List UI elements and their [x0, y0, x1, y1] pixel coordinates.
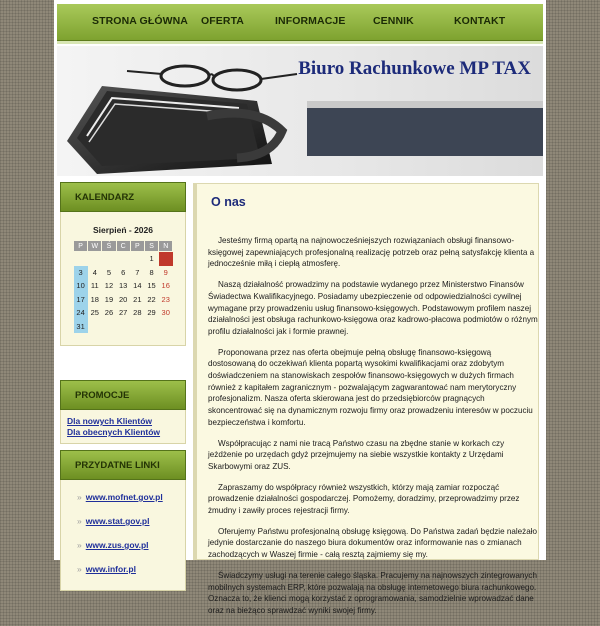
paragraph: Jesteśmy firmą opartą na najnowocześniejszych rozwiązaniach obsługi finansowo-księgowej zapewniających profesjonalną realizację potrzeb oraz pełną satysfakcję klienta a jednocześnie miłą i ciepłą atmosferę.: [208, 236, 535, 269]
calendar-day[interactable]: 10: [74, 279, 88, 293]
top-navigation: [57, 4, 543, 41]
banner-stripe: [307, 101, 543, 108]
calendar-day[interactable]: 15: [147, 281, 156, 291]
link-stat[interactable]: [77, 516, 150, 526]
calendar-day[interactable]: 29: [147, 308, 156, 318]
calendar-day-header: N: [159, 241, 173, 252]
calendar-day[interactable]: 25: [90, 308, 99, 318]
calendar-empty-cell: [116, 252, 130, 266]
calendar-day[interactable]: 22: [147, 294, 156, 304]
banner-dark-band: [307, 108, 543, 156]
main-content: [193, 183, 539, 615]
link-mofnet[interactable]: [77, 492, 163, 502]
calendar-day[interactable]: 19: [104, 294, 114, 304]
paragraph: Naszą działalność prowadzimy na podstawie wydanego przez Ministerstwo Finansów Świadectwa Kwalifikacyjnego. Posiadamy ubezpieczenie od odpowiedzialności cywilnej wymagane przy prowadzeniu usług finansowo-księgowych. Podstawowym profilem naszej działalności jest obsługa rachunkowo-księgowa oraz kadrowo-płacowa podmiotów o różnym profilu działalności jak i formie prawnej.: [208, 280, 538, 336]
nav-oferta[interactable]: OFERTA: [201, 15, 244, 27]
paragraph: Współpracując z nami nie tracą Państwo czasu na zbędne stanie w korkach czy jeżdżenie po urzędach gdyż przejmujemy na siebie wszystkie kontakty z Urzędami Skarbowymi oraz ZUS.: [208, 438, 505, 471]
calendar-day[interactable]: 21: [133, 294, 142, 304]
paragraph: Proponowana przez nas oferta obejmuje pełną obsługę finansowo-księgową dostosowaną do oczekiwań klienta popartą wysokimi kwalifikacjami oraz zdobytym doświadczeniem na stanowiskach zespołów finansowo-księgowych w dużych firmach również z kapitałem zagranicznym - pozwalającym zagwarantować nam merytoryczny profesjonalizm. Nasza oferta skierowana jest do przedsiębiorców pragnących skoncentrować się na dynamicznym rozwoju firmy oraz prowadzeniu interesów w poczuciu bezpieczeństwa i komfortu.: [208, 347, 533, 427]
link-zus[interactable]: [77, 540, 149, 550]
calendar-day[interactable]: 24: [74, 306, 88, 320]
sidebar: [60, 182, 186, 574]
promo-heading-bar: [60, 380, 186, 410]
arrow-icon: »: [77, 516, 82, 526]
content-body: [208, 235, 538, 626]
calendar-heading: KALENDARZ: [75, 192, 135, 203]
site-title: Biuro Rachunkowe MP TAX: [298, 58, 531, 79]
planner-glasses-image: [57, 46, 317, 176]
calendar-empty-cell: [116, 320, 130, 334]
calendar-day[interactable]: 30: [161, 308, 170, 318]
calendar-day[interactable]: 27: [118, 308, 128, 318]
promo-heading: PROMOCJE: [75, 390, 130, 401]
calendar-day[interactable]: 5: [106, 267, 112, 277]
calendar-day[interactable]: 8: [149, 267, 154, 277]
calendar-day-header: P: [130, 241, 144, 252]
paragraph: Zapraszamy do współpracy również wszystkich, którzy mają zamiar rozpocząć prowadzenie działalności gospodarczej. Pomożemy, doradzimy, przeprowadzimy przez żmudny i zawiły proces rejestracji firmy.: [208, 482, 520, 516]
calendar-day[interactable]: 26: [104, 308, 114, 318]
promo-box: [60, 410, 186, 444]
calendar-empty-cell: [144, 320, 158, 334]
calendar-grid: [73, 240, 173, 333]
nav-strona-glowna[interactable]: STRONA GŁÓWNA: [92, 15, 188, 27]
calendar-day[interactable]: 18: [90, 294, 99, 304]
calendar-day[interactable]: 23: [161, 294, 170, 304]
calendar-empty-cell: [102, 252, 116, 266]
calendar-day[interactable]: 14: [133, 281, 142, 291]
calendar-day-header: S: [144, 241, 158, 252]
useful-links-box: [60, 480, 186, 591]
calendar-day[interactable]: 2: [159, 252, 173, 266]
calendar-day[interactable]: 3: [74, 266, 88, 280]
link-label: www.mofnet.gov.pl: [85, 492, 163, 502]
link-label: www.stat.gov.pl: [85, 516, 150, 526]
calendar-day[interactable]: 4: [92, 267, 97, 277]
page-wrapper: [54, 0, 546, 615]
calendar-widget: [60, 212, 186, 346]
calendar-day[interactable]: 6: [121, 267, 126, 277]
calendar-day-header: C: [116, 241, 130, 252]
nav-underline: [57, 41, 543, 44]
calendar-empty-cell: [74, 252, 88, 266]
arrow-icon: »: [77, 492, 82, 502]
calendar-day[interactable]: 9: [163, 267, 168, 277]
calendar-empty-cell: [88, 252, 102, 266]
calendar-day[interactable]: 1: [149, 254, 154, 264]
calendar-day-header: W: [88, 241, 102, 252]
calendar-day[interactable]: 20: [118, 294, 128, 304]
calendar-day[interactable]: 12: [104, 281, 114, 291]
calendar-empty-cell: [130, 320, 144, 334]
calendar-day-header: P: [74, 241, 88, 252]
header-banner: [57, 46, 543, 176]
arrow-icon: »: [77, 564, 82, 574]
arrow-icon: »: [77, 540, 82, 550]
nav-kontakt[interactable]: KONTAKT: [454, 15, 506, 27]
calendar-day[interactable]: 17: [74, 293, 88, 307]
calendar-empty-cell: [159, 320, 173, 334]
calendar-day[interactable]: 7: [135, 267, 140, 277]
promo-link-current-clients[interactable]: Dla obecnych Klientów: [67, 427, 161, 437]
calendar-day[interactable]: 11: [90, 281, 99, 291]
nav-informacje[interactable]: INFORMACJE: [275, 15, 346, 27]
calendar-day[interactable]: 16: [161, 281, 170, 291]
calendar-day[interactable]: 13: [118, 281, 128, 291]
page-title: O nas: [211, 195, 246, 209]
link-label: www.zus.gov.pl: [85, 540, 149, 550]
paragraph: Oferujemy Państwu profesjonalną obsługę księgową. Do Państwa zadań będzie należało jedynie dostarczanie do naszego biura dokumentów oraz informowanie nas o zmianach zachodzących w Waszej firmie - całą resztą zajmiemy się my.: [208, 526, 537, 560]
calendar-day[interactable]: 31: [74, 320, 88, 334]
calendar-month-label: Sierpień - 2026: [92, 225, 153, 235]
calendar-heading-bar: [60, 182, 186, 212]
useful-links-heading: PRZYDATNE LINKI: [75, 460, 160, 471]
nav-cennik[interactable]: CENNIK: [373, 15, 414, 27]
paragraph: Świadczymy usługi na terenie całego śląska. Pracujemy na najnowszych zintegrowanych mobilnych systemach ERP, które pozwalają na obsługę internetowego biura rachunkowego. Oznacza to, że klienci mogą korzystać z oprogramowania, samodzielnie wprowadzać dane oraz na bieżąco sprawdzać wyniki swojej firmy.: [208, 570, 537, 615]
calendar-empty-cell: [130, 252, 144, 266]
calendar-empty-cell: [88, 320, 102, 334]
calendar-empty-cell: [102, 320, 116, 334]
calendar-day-header: Ś: [102, 241, 116, 252]
link-label: www.infor.pl: [85, 564, 136, 574]
useful-links-heading-bar: [60, 450, 186, 480]
link-infor[interactable]: [77, 564, 136, 574]
calendar-day[interactable]: 28: [133, 308, 142, 318]
promo-link-new-clients[interactable]: Dla nowych Klientów: [67, 416, 153, 426]
